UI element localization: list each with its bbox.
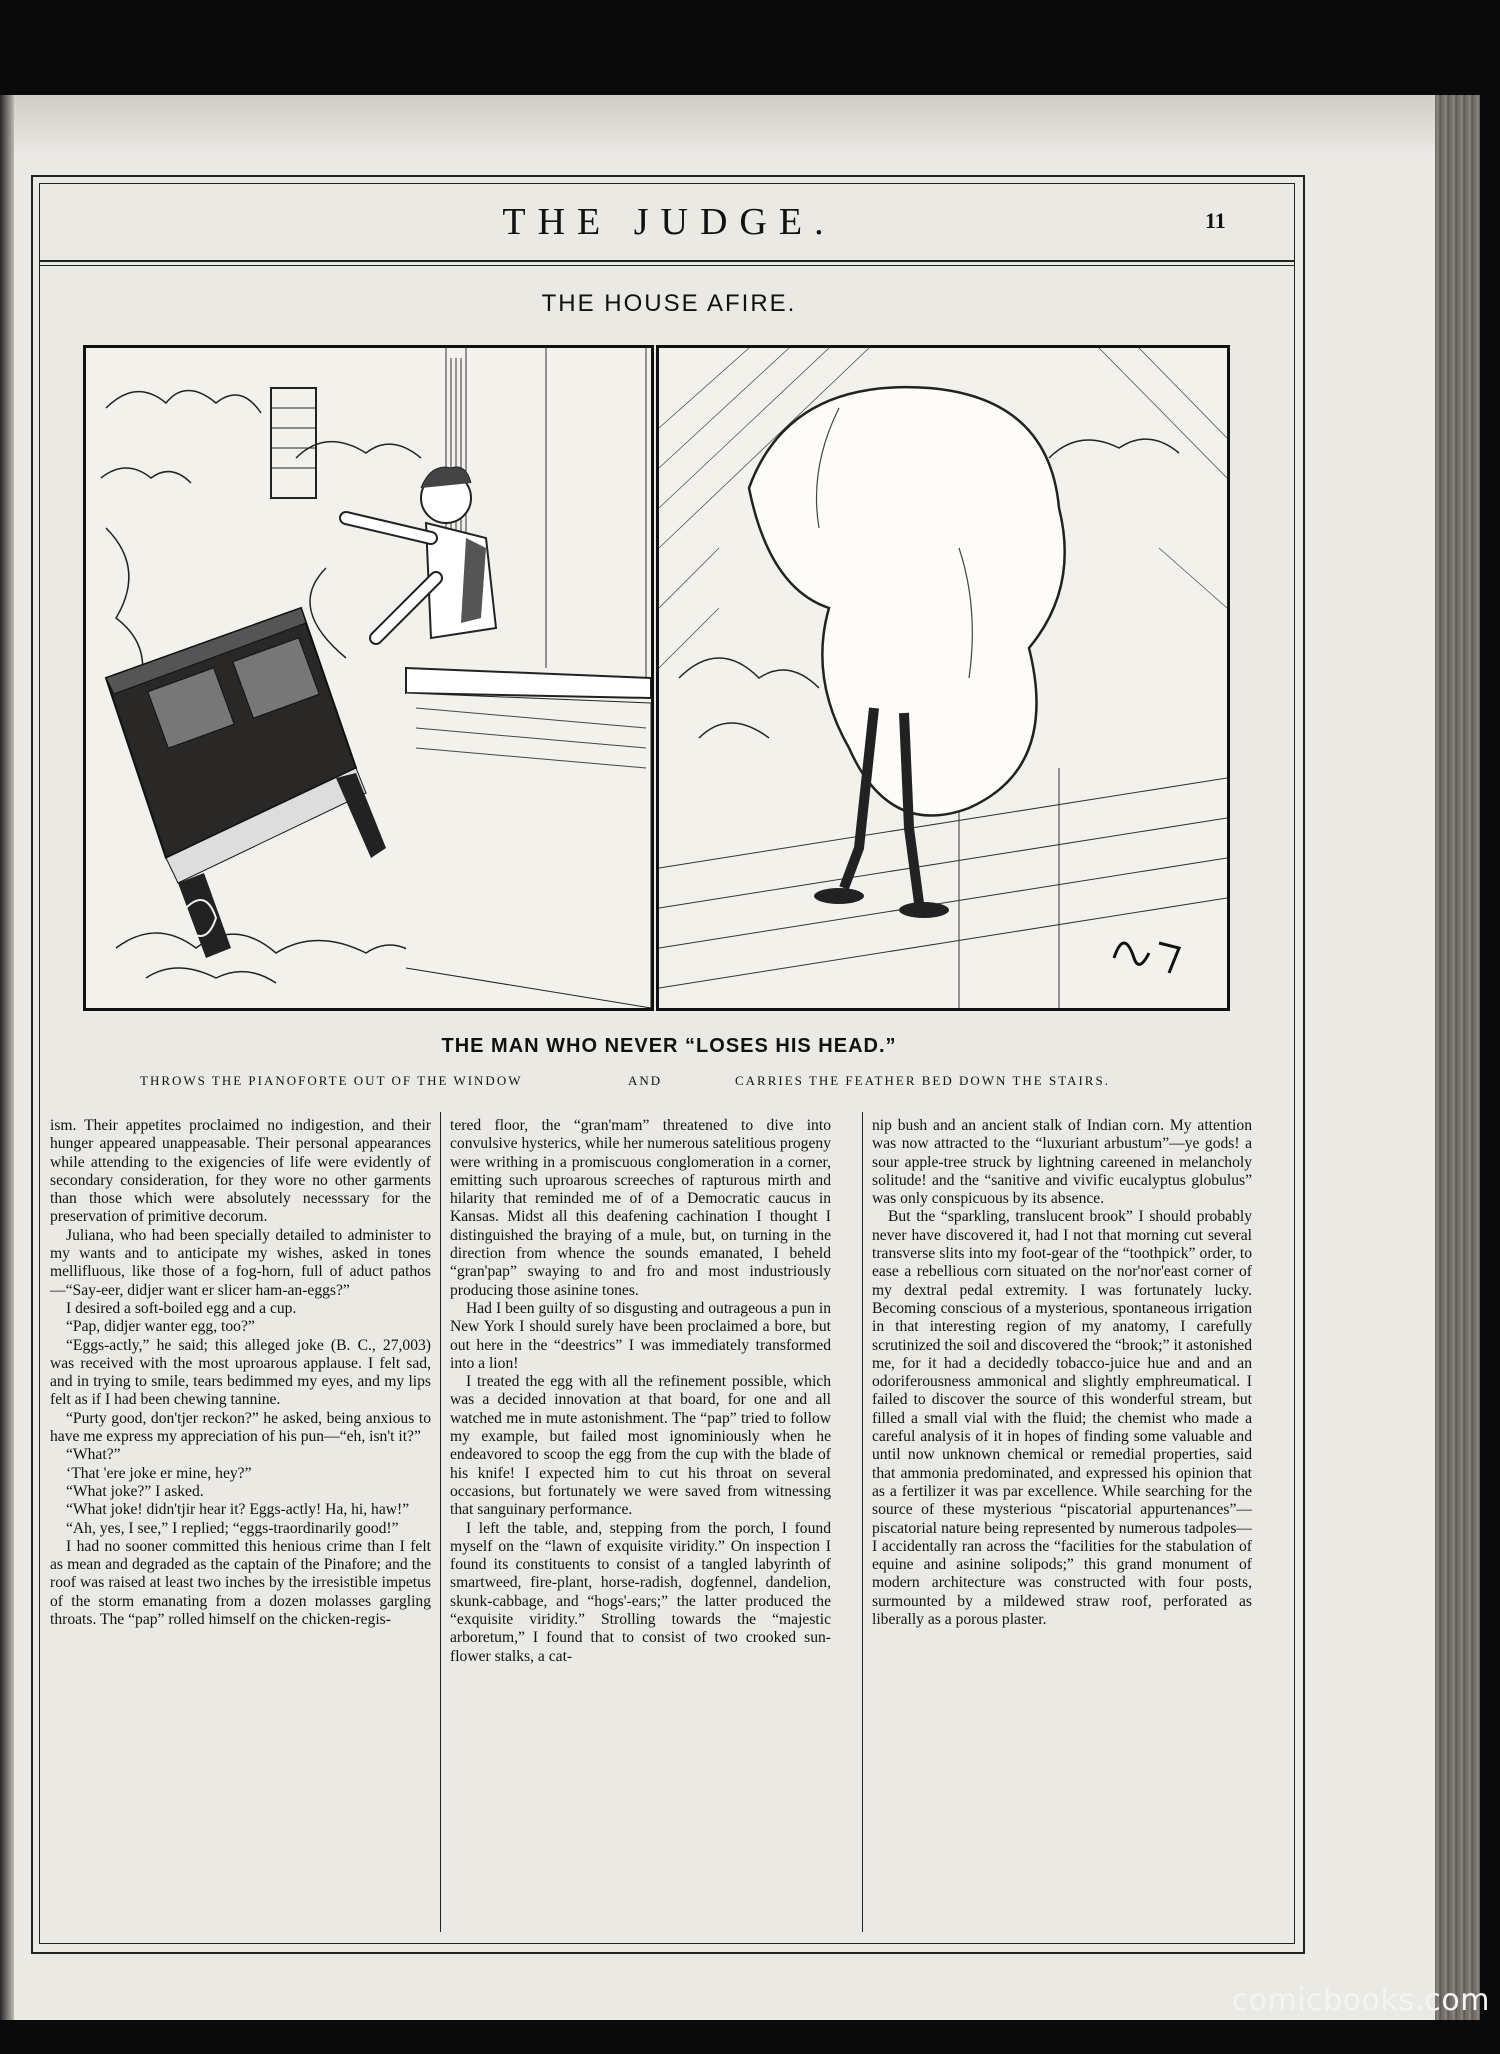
text-column-2	[450, 1117, 831, 1666]
paragraph: ism. Their appetites proclaimed no indigestion, and their hunger appeared unappeasable. Their personal appearances while attending to the exigencies of life were evidently of secondary consideration, for they wore no other garments than those which were absolutely necesssary for the preservation of primitive decorum.	[50, 1117, 431, 1226]
paragraph: nip bush and an ancient stalk of Indian corn. My attention was now attracted to the “luxuriant arbustum”—ye gods! a sour apple-tree struck by lightning careened in melancholy solitude! and the “sanitive and vivific eucalyptus globulus” was only conspicuous by its absence.	[872, 1117, 1252, 1208]
subcaption-connector: AND	[628, 1073, 663, 1088]
paragraph: But the “sparkling, translucent brook” I should probably never have discovered it, had I not that morning cut several transverse slits into my foot-gear of the “toothpick” order, to ease a rebellious corn situated on the nor'nor'east corner of my dextral pedal extremity. I was fortunately lucky. Becoming conscious of a mysterious, spontaneous irrigation in that interesting region of my anatomy, I carefully scrutinized the soil and discovered the “brook;” it astonished me, for it had a decidedly tobacco-juice hue and and an odoriferousness ammonical and slightly emphreumatical. I failed to discover the source of this wonderful stream, but filled a small vial with the fluid; the chemist who made a careful analysis of it in hopes of finding some valuable and until now unknown chemical or remedial properties, said that ammonia predominated, and expressed his opinion that as a fertilizer it was par excellence. While searching for the source of these mysterious “piscatorial appurtenances”—piscatorial nature being represented by numerous tadpoles—I accidentally ran across the “facilities for the stabulation of equine and asinine solipods;” this grand monument of modern architecture was constructed with four posts, surmounted by a mildewed straw roof, perforated as liberally as a porous plaster.	[872, 1208, 1252, 1629]
paragraph: “What joke?” I asked.	[66, 1482, 204, 1500]
paragraph: I had no sooner committed this henious crime than I felt as mean and degraded as the captain of the Pinafore; and the roof was raised at least two inches by the irresistible impetus of the storm emanating from a dozen molasses gargling throats. The “pap” rolled himself on the chicken-regis-	[50, 1537, 431, 1629]
right-subcaption: CARRIES THE FEATHER BED DOWN THE STAIRS.	[735, 1073, 1110, 1088]
page-number: 11	[1205, 208, 1226, 233]
left-subcaption: THROWS THE PIANOFORTE OUT OF THE WINDOW	[140, 1073, 523, 1088]
paragraph: ‘That 'ere joke er mine, hey?”	[66, 1464, 252, 1482]
masthead-rule	[39, 260, 1295, 262]
paragraph: “Purty good, don'tjer reckon?” he asked, being anxious to have me express my appreciation of his pun—“eh, isn't it?”	[50, 1409, 431, 1446]
paragraph: I left the table, and, stepping from the porch, I found myself on the “lawn of exquisite viridity.” On inspection I found its constituents to consist of a tangled labyrinth of smartweed, fire-plant, horse-radish, dogfennel, dandelion, skunk-cabbage, and “hogs'-ears;” the latter produced the “exquisite viridity.” Strolling towards the “majestic arboretum,” I found that to consist of two crooked sun-flower stalks, a cat-	[450, 1519, 831, 1665]
column-rule	[440, 1112, 441, 1932]
cartoon-panel-featherbed	[656, 345, 1230, 1011]
paragraph: “Pap, didjer wanter egg, too?”	[66, 1318, 255, 1336]
featherbed-illustration	[659, 348, 1227, 1008]
paragraph: “Eggs-actly,” he said; this alleged joke (B. C., 27,003) was received with the most uproarous applause. I felt sad, and in trying to smile, tears bedimmed my eyes, and my lips felt as if I had been chewing tannine.	[50, 1336, 431, 1409]
paragraph: I desired a soft-boiled egg and a cup.	[66, 1299, 297, 1317]
masthead-title: THE JUDGE.	[502, 201, 836, 243]
paragraph: tered floor, the “gran'mam” threatened to dive into convulsive hysterics, while her numerous satelitious progeny were writhing in a promiscuous conglomeration in a corner, emitting such uproarous screeches of rapturous mirth and hilarity that reminded me of of a Democratic caucus in Kansas. Midst all this deafening cachination I thought I distinguished the braying of a mule, but, on turning in the direction from whence the sounds emanated, I beheld “gran'pap” swaying to and fro and most industriously producing those asinine tones.	[450, 1117, 831, 1299]
paragraph: Had I been guilty of so disgusting and outrageous a pun in New York I should surely have been proclaimed a bore, but out here in the “deestrics” I was immediately transformed into a lion!	[450, 1299, 831, 1372]
cartoon-title: THE HOUSE AFIRE.	[541, 290, 797, 317]
column-rule	[862, 1112, 863, 1932]
cartoon-panel-piano	[83, 345, 654, 1011]
paragraph: “What joke! didn'tjir hear it? Eggs-actly! Ha, hi, haw!”	[66, 1501, 410, 1519]
text-column-3	[872, 1117, 1252, 1629]
masthead-rule-thin	[39, 265, 1295, 266]
paragraph: Juliana, who had been specially detailed to administer to my wants and to anticipate my wishes, asked in tones mellifluous, like those of a fog-horn, full of aduct pathos—“Say-eer, didjer want er slicer ham-an-eggs?”	[50, 1226, 431, 1299]
paragraph: “Ah, yes, I see,” I replied; “eggs-traordinarily good!”	[66, 1519, 399, 1537]
cartoon-caption: THE MAN WHO NEVER “LOSES HIS HEAD.”	[441, 1035, 897, 1057]
text-column-1	[50, 1117, 431, 1629]
site-watermark: comicbooks.com	[1231, 1983, 1490, 2018]
paragraph: “What?”	[66, 1446, 121, 1464]
book-binding-edge	[1435, 95, 1480, 2020]
piano-illustration	[86, 348, 651, 1008]
page-shadow	[10, 95, 1435, 155]
paragraph: I treated the egg with all the refinement possible, which was a decided innovation at that board, for one and all watched me in mute astonishment. The “pap” tried to follow my example, but failed most ignominiously when he endeavored to scoop the egg from the cup with the blade of his knife! I expected him to cut his throat on several occasions, but fortunately we were saved from witnessing that sanguinary performance.	[450, 1373, 831, 1519]
